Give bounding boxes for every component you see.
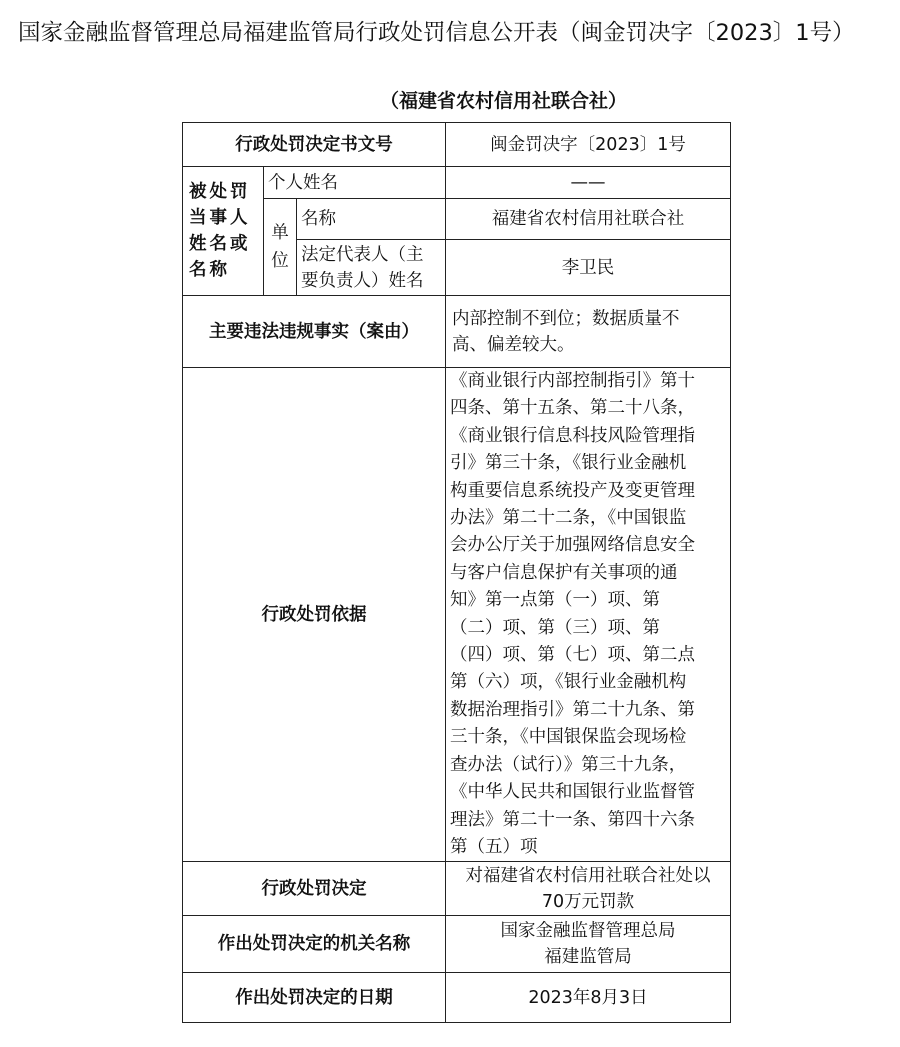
unit-name-value: 福建省农村信用社联合社 <box>446 199 731 240</box>
table-row <box>183 167 731 199</box>
facts-value: 内部控制不到位；数据质量不 高、偏差较大。 <box>446 296 731 368</box>
date-label: 作出处罚决定的日期 <box>183 973 446 1023</box>
decision-value: 对福建省农村信用社联合社处以 70万元罚款 <box>446 862 731 916</box>
table-row <box>183 368 731 862</box>
individual-name-label: 个人姓名 <box>264 167 446 199</box>
individual-name-value: —— <box>446 167 731 199</box>
doc-number-value: 闽金罚决字〔2023〕1号 <box>446 123 731 167</box>
legal-rep-value: 李卫民 <box>446 240 731 296</box>
basis-value: 《商业银行内部控制指引》第十 四条、第十五条、第二十八条， 《商业银行信息科技风险管理指 引》第三十条，《银行业金融机 构重要信息系统投产及变更管理 办法》第二十二条，《中国银监 会办公厅关于加强网络信息安全 与客户信息保护有关事项的通 知》第一点第（一）项、第 （二）项、第（三）项、第 （四）项、第（七）项、第二点 第（六）项，《银行业金融机构 数据治理指引》第二十九条、第 三十条，《中国银保监会现场检 查办法（试行）》第三十九条， 《中华人民共和国银行业监督管 理法》第二十一条、第四十六条 第（五）项 <box>446 368 731 862</box>
unit-label: 单 位 <box>264 199 297 296</box>
party-label: 被处罚 当事人 姓名或 名称 <box>183 167 264 296</box>
decision-label: 行政处罚决定 <box>183 862 446 916</box>
authority-label: 作出处罚决定的机关名称 <box>183 916 446 973</box>
table-row <box>183 862 731 916</box>
doc-number-label: 行政处罚决定书文号 <box>183 123 446 167</box>
unit-name-label: 名称 <box>297 199 446 240</box>
table-row <box>183 916 731 973</box>
table-row <box>183 123 731 167</box>
entity-subtitle: （福建省农村信用社联合社） <box>380 90 628 112</box>
penalty-info-table <box>182 122 731 1023</box>
authority-value: 国家金融监督管理总局 福建监管局 <box>446 916 731 973</box>
basis-label: 行政处罚依据 <box>183 368 446 862</box>
table-row <box>183 973 731 1023</box>
table-row <box>183 296 731 368</box>
table-row <box>183 199 731 240</box>
legal-rep-label: 法定代表人（主 要负责人）姓名 <box>297 240 446 296</box>
page-title: 国家金融监督管理总局福建监管局行政处罚信息公开表（闽金罚决字〔2023〕1号） <box>18 20 855 46</box>
facts-label: 主要违法违规事实（案由） <box>183 296 446 368</box>
date-value: 2023年8月3日 <box>446 973 731 1023</box>
